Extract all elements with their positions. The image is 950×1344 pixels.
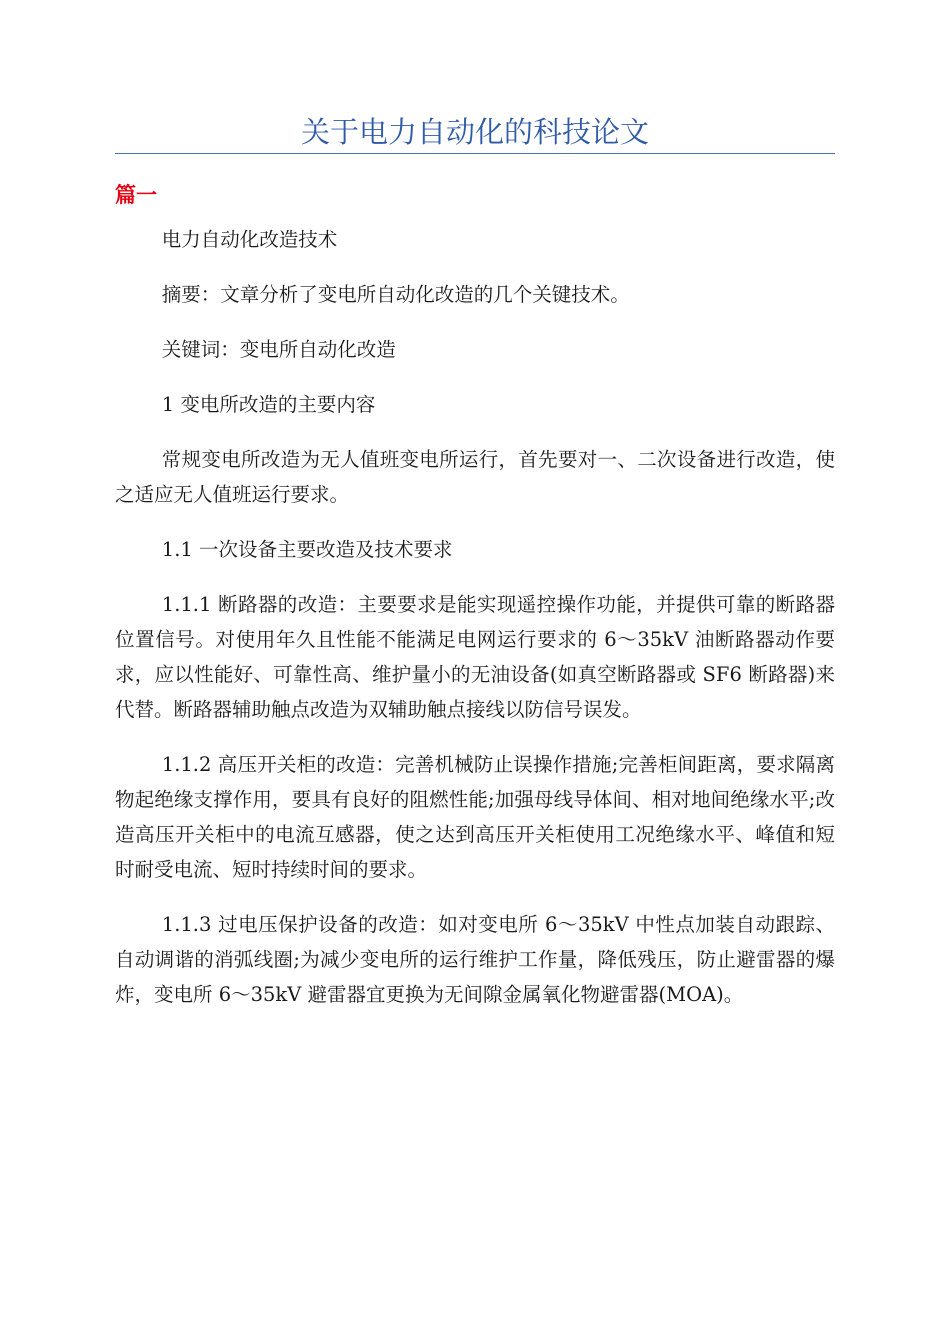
paragraph-intro: 常规变电所改造为无人值班变电所运行，首先要对一、二次设备进行改造，使之适应无人值班运行要求。 xyxy=(115,448,835,506)
document-title: 关于电力自动化的科技论文 xyxy=(300,115,649,149)
title-divider xyxy=(115,153,835,154)
paragraph-1-1-2: 1.1.2 高压开关柜的改造：完善机械防止误操作措施;完善柜间距离，要求隔离物起绝缘支撑作用，要具有良好的阻燃性能;加强母线导体间、相对地间绝缘水平;改造高压开关柜中的电流互感器，使之达到高压开关柜使用工况绝缘水平、峰值和短时耐受电流、短时持续时间的要求。 xyxy=(115,753,835,881)
paragraph-abstract: 摘要：文章分析了变电所自动化改造的几个关键技术。 xyxy=(161,283,630,306)
paragraph-1-1-1: 1.1.1 断路器的改造：主要要求是能实现遥控操作功能，并提供可靠的断路器位置信号。对使用年久且性能不能满足电网运行要求的 6～35kV 油断路器动作要求，应以性能好、可靠性高、维护量小的无油设备(如真空断路器或 SF6 断路器)来代替。断路器辅助触点改造为双辅助触点接线以防信号误发。 xyxy=(115,593,835,721)
paragraph-heading-1-1: 1.1 一次设备主要改造及技术要求 xyxy=(161,538,453,561)
paragraph-keywords: 关键词：变电所自动化改造 xyxy=(161,338,396,361)
section-heading: 篇一 xyxy=(115,183,157,207)
document-body xyxy=(115,222,835,1032)
paragraph-heading-1: 1 变电所改造的主要内容 xyxy=(161,393,376,416)
paragraph-1-1-3: 1.1.3 过电压保护设备的改造：如对变电所 6～35kV 中性点加装自动跟踪、自动调谐的消弧线圈;为减少变电所的运行维护工作量，降低残压，防止避雷器的爆炸，变电所 6～35kV 避雷器宜更换为无间隙金属氧化物避雷器(MOA)。 xyxy=(115,913,835,1006)
paragraph-subtitle: 电力自动化改造技术 xyxy=(161,228,338,251)
